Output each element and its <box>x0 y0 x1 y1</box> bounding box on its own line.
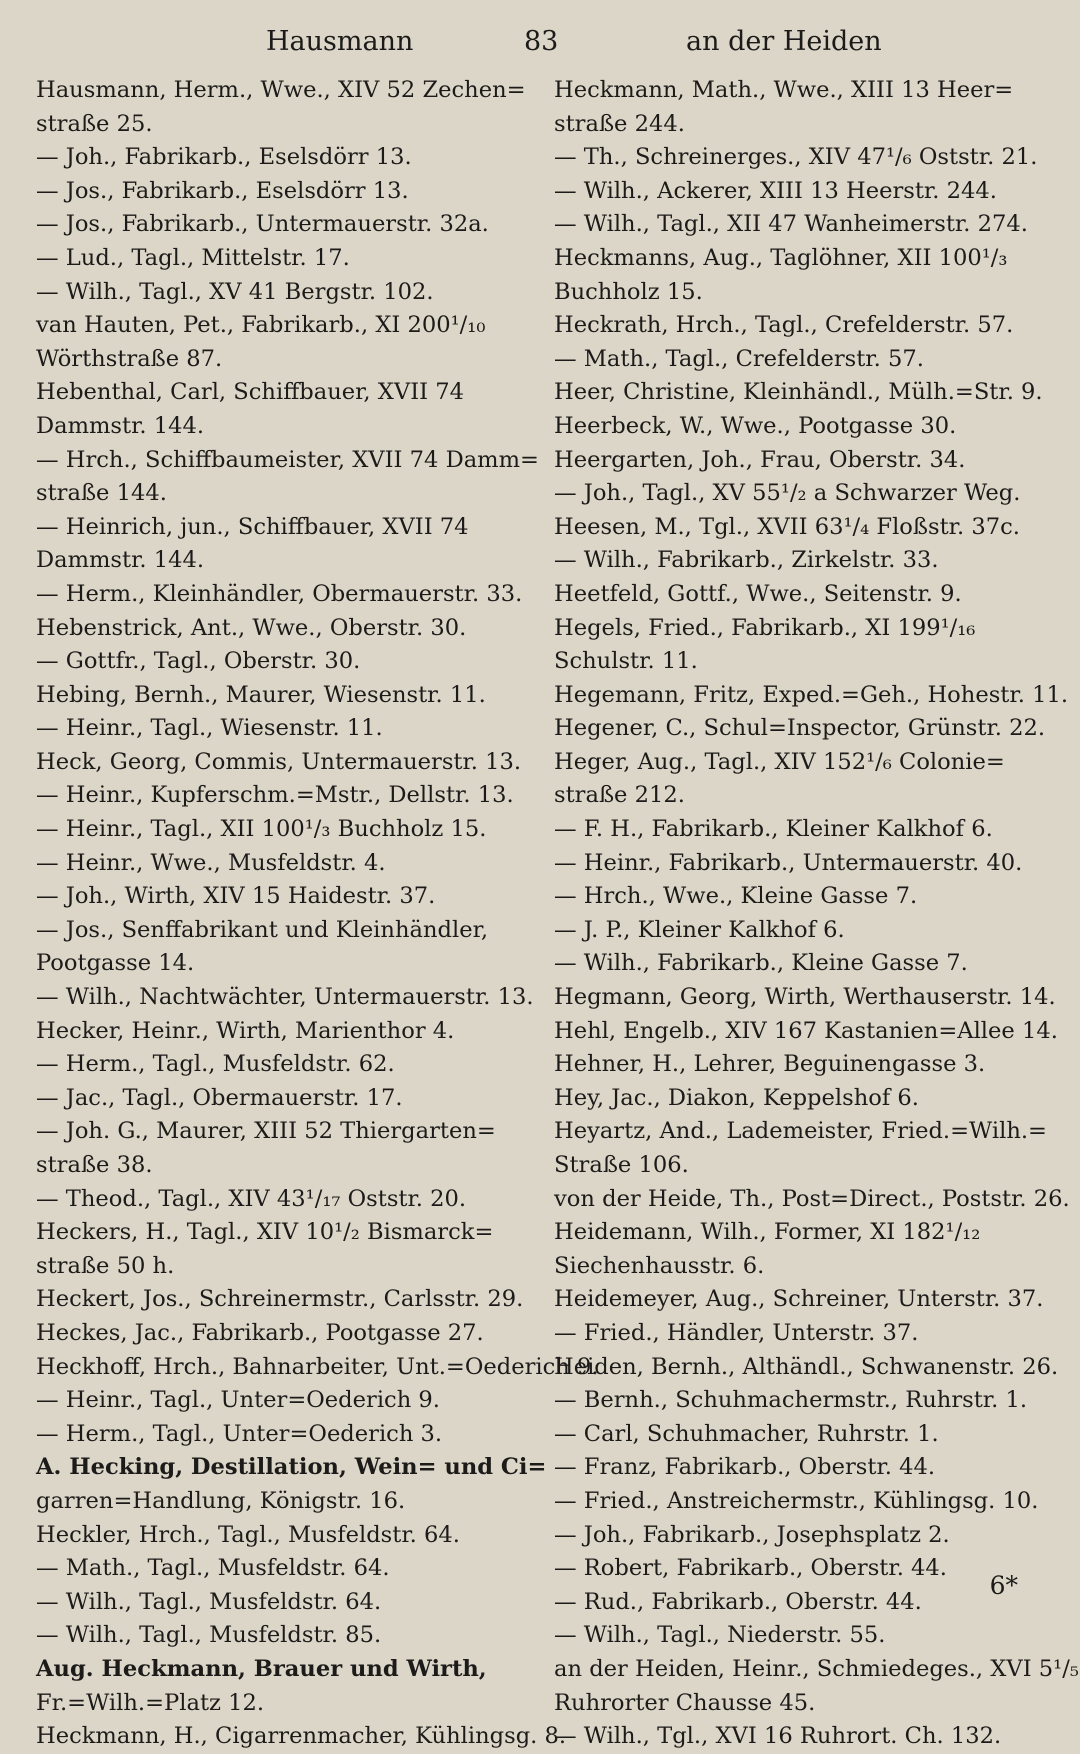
directory-line: Dammstr. 144. <box>36 547 205 574</box>
directory-line: Hegmann, Georg, Wirth, Werthauserstr. 14. <box>554 984 1056 1011</box>
directory-line: straße 244. <box>554 110 685 137</box>
directory-line: — Wilh., Ackerer, XIII 13 Heerstr. 244. <box>554 177 997 204</box>
directory-line: — Bernh., Schuhmachermstr., Ruhrstr. 1. <box>554 1387 1028 1414</box>
directory-line: — Wilh., Tagl., Musfeldstr. 64. <box>36 1588 382 1615</box>
directory-line: Heyartz, And., Lademeister, Fried.=Wilh.= <box>554 1118 1047 1145</box>
directory-line: — Hrch., Schiffbaumeister, XVII 74 Damm= <box>36 446 539 473</box>
directory-line: Hegels, Fried., Fabrikarb., XI 199¹/₁₆ <box>554 614 976 641</box>
directory-line: Heergarten, Joh., Frau, Oberstr. 34. <box>554 446 966 473</box>
right-column <box>552 74 1079 1750</box>
directory-line: Heesen, M., Tgl., XVII 63¹/₄ Floßstr. 37c. <box>554 513 1020 540</box>
directory-line: — Lud., Tagl., Mittelstr. 17. <box>36 244 350 271</box>
directory-line: Heckler, Hrch., Tagl., Musfeldstr. 64. <box>36 1521 460 1548</box>
directory-line: Hebenstrick, Ant., Wwe., Oberstr. 30. <box>36 614 467 641</box>
directory-line: — Wilh., Tagl., Musfeldstr. 85. <box>36 1622 382 1649</box>
directory-line: — Jos., Fabrikarb., Untermauerstr. 32a. <box>36 211 489 238</box>
directory-line: — Carl, Schuhmacher, Ruhrstr. 1. <box>554 1420 939 1447</box>
directory-line: — Math., Tagl., Musfeldstr. 64. <box>36 1555 390 1582</box>
directory-line: — Joh., Fabrikarb., Josephsplatz 2. <box>554 1521 950 1548</box>
directory-line: Aug. Heckmann, Brauer und Wirth, <box>36 1655 487 1682</box>
directory-line: Pootgasse 14. <box>36 950 195 977</box>
directory-line: Heidemeyer, Aug., Schreiner, Unterstr. 37. <box>554 1286 1044 1313</box>
directory-line: Dammstr. 144. <box>36 412 205 439</box>
directory-line: Heiden, Bernh., Althändl., Schwanenstr. 26. <box>554 1353 1059 1380</box>
directory-line: Hegener, C., Schul=Inspector, Grünstr. 22. <box>554 715 1046 742</box>
directory-line: Buchholz 15. <box>554 278 703 305</box>
directory-line: — Herm., Tagl., Musfeldstr. 62. <box>36 1051 395 1078</box>
directory-line: Ruhrorter Chausse 45. <box>554 1689 816 1716</box>
directory-line: — Heinr., Tagl., Wiesenstr. 11. <box>36 715 383 742</box>
directory-line: Heerbeck, W., Wwe., Pootgasse 30. <box>554 412 957 439</box>
directory-line: — F. H., Fabrikarb., Kleiner Kalkhof 6. <box>554 816 993 843</box>
directory-line: Heckmann, Math., Wwe., XIII 13 Heer= <box>554 77 1014 103</box>
directory-line: — Herm., Tagl., Unter=Oederich 3. <box>36 1420 443 1447</box>
directory-line: Hegemann, Fritz, Exped.=Geh., Hohestr. 11. <box>554 681 1068 708</box>
page-number: 83 <box>524 26 559 57</box>
directory-line: — Herm., Kleinhändler, Obermauerstr. 33. <box>36 580 523 607</box>
directory-line: Schulstr. 11. <box>554 648 698 675</box>
directory-line: Heckes, Jac., Fabrikarb., Pootgasse 27. <box>36 1319 484 1346</box>
directory-line: — Joh. G., Maurer, XIII 52 Thiergarten= <box>36 1118 496 1145</box>
directory-line: — Heinr., Tagl., Unter=Oederich 9. <box>36 1387 440 1414</box>
directory-line: — Th., Schreinerges., XIV 47¹/₆ Oststr. 21. <box>554 144 1038 171</box>
directory-line: an der Heiden, Heinr., Schmiedeges., XVI 5¹/₅ <box>554 1655 1079 1682</box>
header-left-keyword: Hausmann <box>266 26 414 57</box>
directory-line: Siechenhausstr. 6. <box>554 1252 765 1279</box>
directory-line: — Wilh., Tagl., Niederstr. 55. <box>554 1622 886 1649</box>
directory-line: von der Heide, Th., Post=Direct., Poststr. 26. <box>554 1185 1070 1212</box>
directory-line: Heer, Christine, Kleinhändl., Mülh.=Str. 9. <box>554 379 1043 406</box>
directory-line: — Wilh., Nachtwächter, Untermauerstr. 13. <box>36 984 534 1011</box>
directory-line: straße 38. <box>36 1152 153 1178</box>
directory-line: straße 50 h. <box>36 1252 175 1279</box>
directory-line: straße 212. <box>554 782 685 809</box>
directory-line: — Hrch., Wwe., Kleine Gasse 7. <box>554 883 918 910</box>
directory-line: Fr.=Wilh.=Platz 12. <box>36 1689 265 1716</box>
directory-line: — Joh., Tagl., XV 55¹/₂ a Schwarzer Weg. <box>554 480 1021 507</box>
signature-mark: 6* <box>989 1571 1018 1600</box>
directory-line: Hehner, H., Lehrer, Beguinengasse 3. <box>554 1051 986 1078</box>
page-header <box>36 12 1046 74</box>
directory-line: Hecker, Heinr., Wirth, Marienthor 4. <box>36 1017 455 1044</box>
directory-line: — Jos., Senffabrikant und Kleinhändler, <box>36 916 489 943</box>
directory-line: van Hauten, Pet., Fabrikarb., XI 200¹/₁₀ <box>36 312 486 339</box>
directory-line: — Heinr., Tagl., XII 100¹/₃ Buchholz 15. <box>36 816 487 843</box>
directory-line: Straße 106. <box>554 1152 689 1178</box>
directory-line: Heetfeld, Gottf., Wwe., Seitenstr. 9. <box>554 580 962 607</box>
directory-line: Heidemann, Wilh., Former, XI 182¹/₁₂ <box>554 1219 981 1246</box>
directory-line: — Wilh., Tagl., XII 47 Wanheimerstr. 274. <box>554 211 1028 238</box>
directory-line: Heckhoff, Hrch., Bahnarbeiter, Unt.=Oederich 9. <box>36 1353 599 1380</box>
directory-line: — Joh., Wirth, XIV 15 Haidestr. 37. <box>36 883 436 910</box>
directory-line: — Heinr., Kupferschm.=Mstr., Dellstr. 13. <box>36 782 514 809</box>
directory-line: straße 25. <box>36 110 153 137</box>
directory-line: Heck, Georg, Commis, Untermauerstr. 13. <box>36 748 522 775</box>
directory-line: garren=Handlung, Königstr. 16. <box>36 1487 406 1514</box>
directory-line: — Jos., Fabrikarb., Eselsdörr 13. <box>36 177 409 204</box>
directory-line: — Robert, Fabrikarb., Oberstr. 44. <box>554 1555 947 1582</box>
directory-line: straße 144. <box>36 480 167 507</box>
directory-line: Hey, Jac., Diakon, Keppelshof 6. <box>554 1084 919 1111</box>
directory-line: — Math., Tagl., Crefelderstr. 57. <box>554 345 924 372</box>
directory-line: Hehl, Engelb., XIV 167 Kastanien=Allee 14. <box>554 1017 1058 1044</box>
directory-line: — Wilh., Tgl., XVI 16 Ruhrort. Ch. 132. <box>554 1723 1002 1750</box>
directory-line: — Heinrich, jun., Schiffbauer, XVII 74 <box>36 513 469 540</box>
directory-line: — Gottfr., Tagl., Oberstr. 30. <box>36 648 361 675</box>
directory-line: — Franz, Fabrikarb., Oberstr. 44. <box>554 1454 936 1481</box>
directory-line: Hebing, Bernh., Maurer, Wiesenstr. 11. <box>36 681 486 708</box>
directory-line: — Fried., Anstreichermstr., Kühlingsg. 10. <box>554 1487 1039 1514</box>
directory-line: Heckert, Jos., Schreinermstr., Carlsstr. 29. <box>36 1286 524 1313</box>
left-column <box>36 74 599 1750</box>
directory-line: Heckmann, H., Cigarrenmacher, Kühlingsg. 8. <box>36 1723 567 1750</box>
directory-line: — Wilh., Fabrikarb., Kleine Gasse 7. <box>554 950 968 977</box>
directory-line: — Theod., Tagl., XIV 43¹/₁₇ Oststr. 20. <box>36 1185 467 1212</box>
directory-line: — Joh., Fabrikarb., Eselsdörr 13. <box>36 144 412 171</box>
columns <box>36 74 1079 1750</box>
directory-line: — Rud., Fabrikarb., Oberstr. 44. <box>554 1588 922 1615</box>
directory-line: — Jac., Tagl., Obermauerstr. 17. <box>36 1084 403 1111</box>
directory-line: Hausmann, Herm., Wwe., XIV 52 Zechen= <box>36 77 526 103</box>
directory-line: Heger, Aug., Tagl., XIV 152¹/₆ Colonie= <box>554 748 1005 775</box>
directory-line: — J. P., Kleiner Kalkhof 6. <box>554 916 845 943</box>
directory-line: — Wilh., Fabrikarb., Zirkelstr. 33. <box>554 547 939 574</box>
directory-line: Heckers, H., Tagl., XIV 10¹/₂ Bismarck= <box>36 1219 494 1246</box>
directory-line: — Heinr., Wwe., Musfeldstr. 4. <box>36 849 386 876</box>
directory-line: Heckmanns, Aug., Taglöhner, XII 100¹/₃ <box>554 244 1008 271</box>
directory-line: — Wilh., Tagl., XV 41 Bergstr. 102. <box>36 278 434 305</box>
directory-line: Hebenthal, Carl, Schiffbauer, XVII 74 <box>36 379 464 406</box>
directory-line: A. Hecking, Destillation, Wein= und Ci= <box>36 1454 547 1481</box>
header-right-keyword: an der Heiden <box>686 26 882 57</box>
directory-line: — Heinr., Fabrikarb., Untermauerstr. 40. <box>554 849 1023 876</box>
directory-line: — Fried., Händler, Unterstr. 37. <box>554 1319 919 1346</box>
directory-line: Wörthstraße 87. <box>36 345 223 372</box>
directory-line: Heckrath, Hrch., Tagl., Crefelderstr. 57. <box>554 312 1014 339</box>
